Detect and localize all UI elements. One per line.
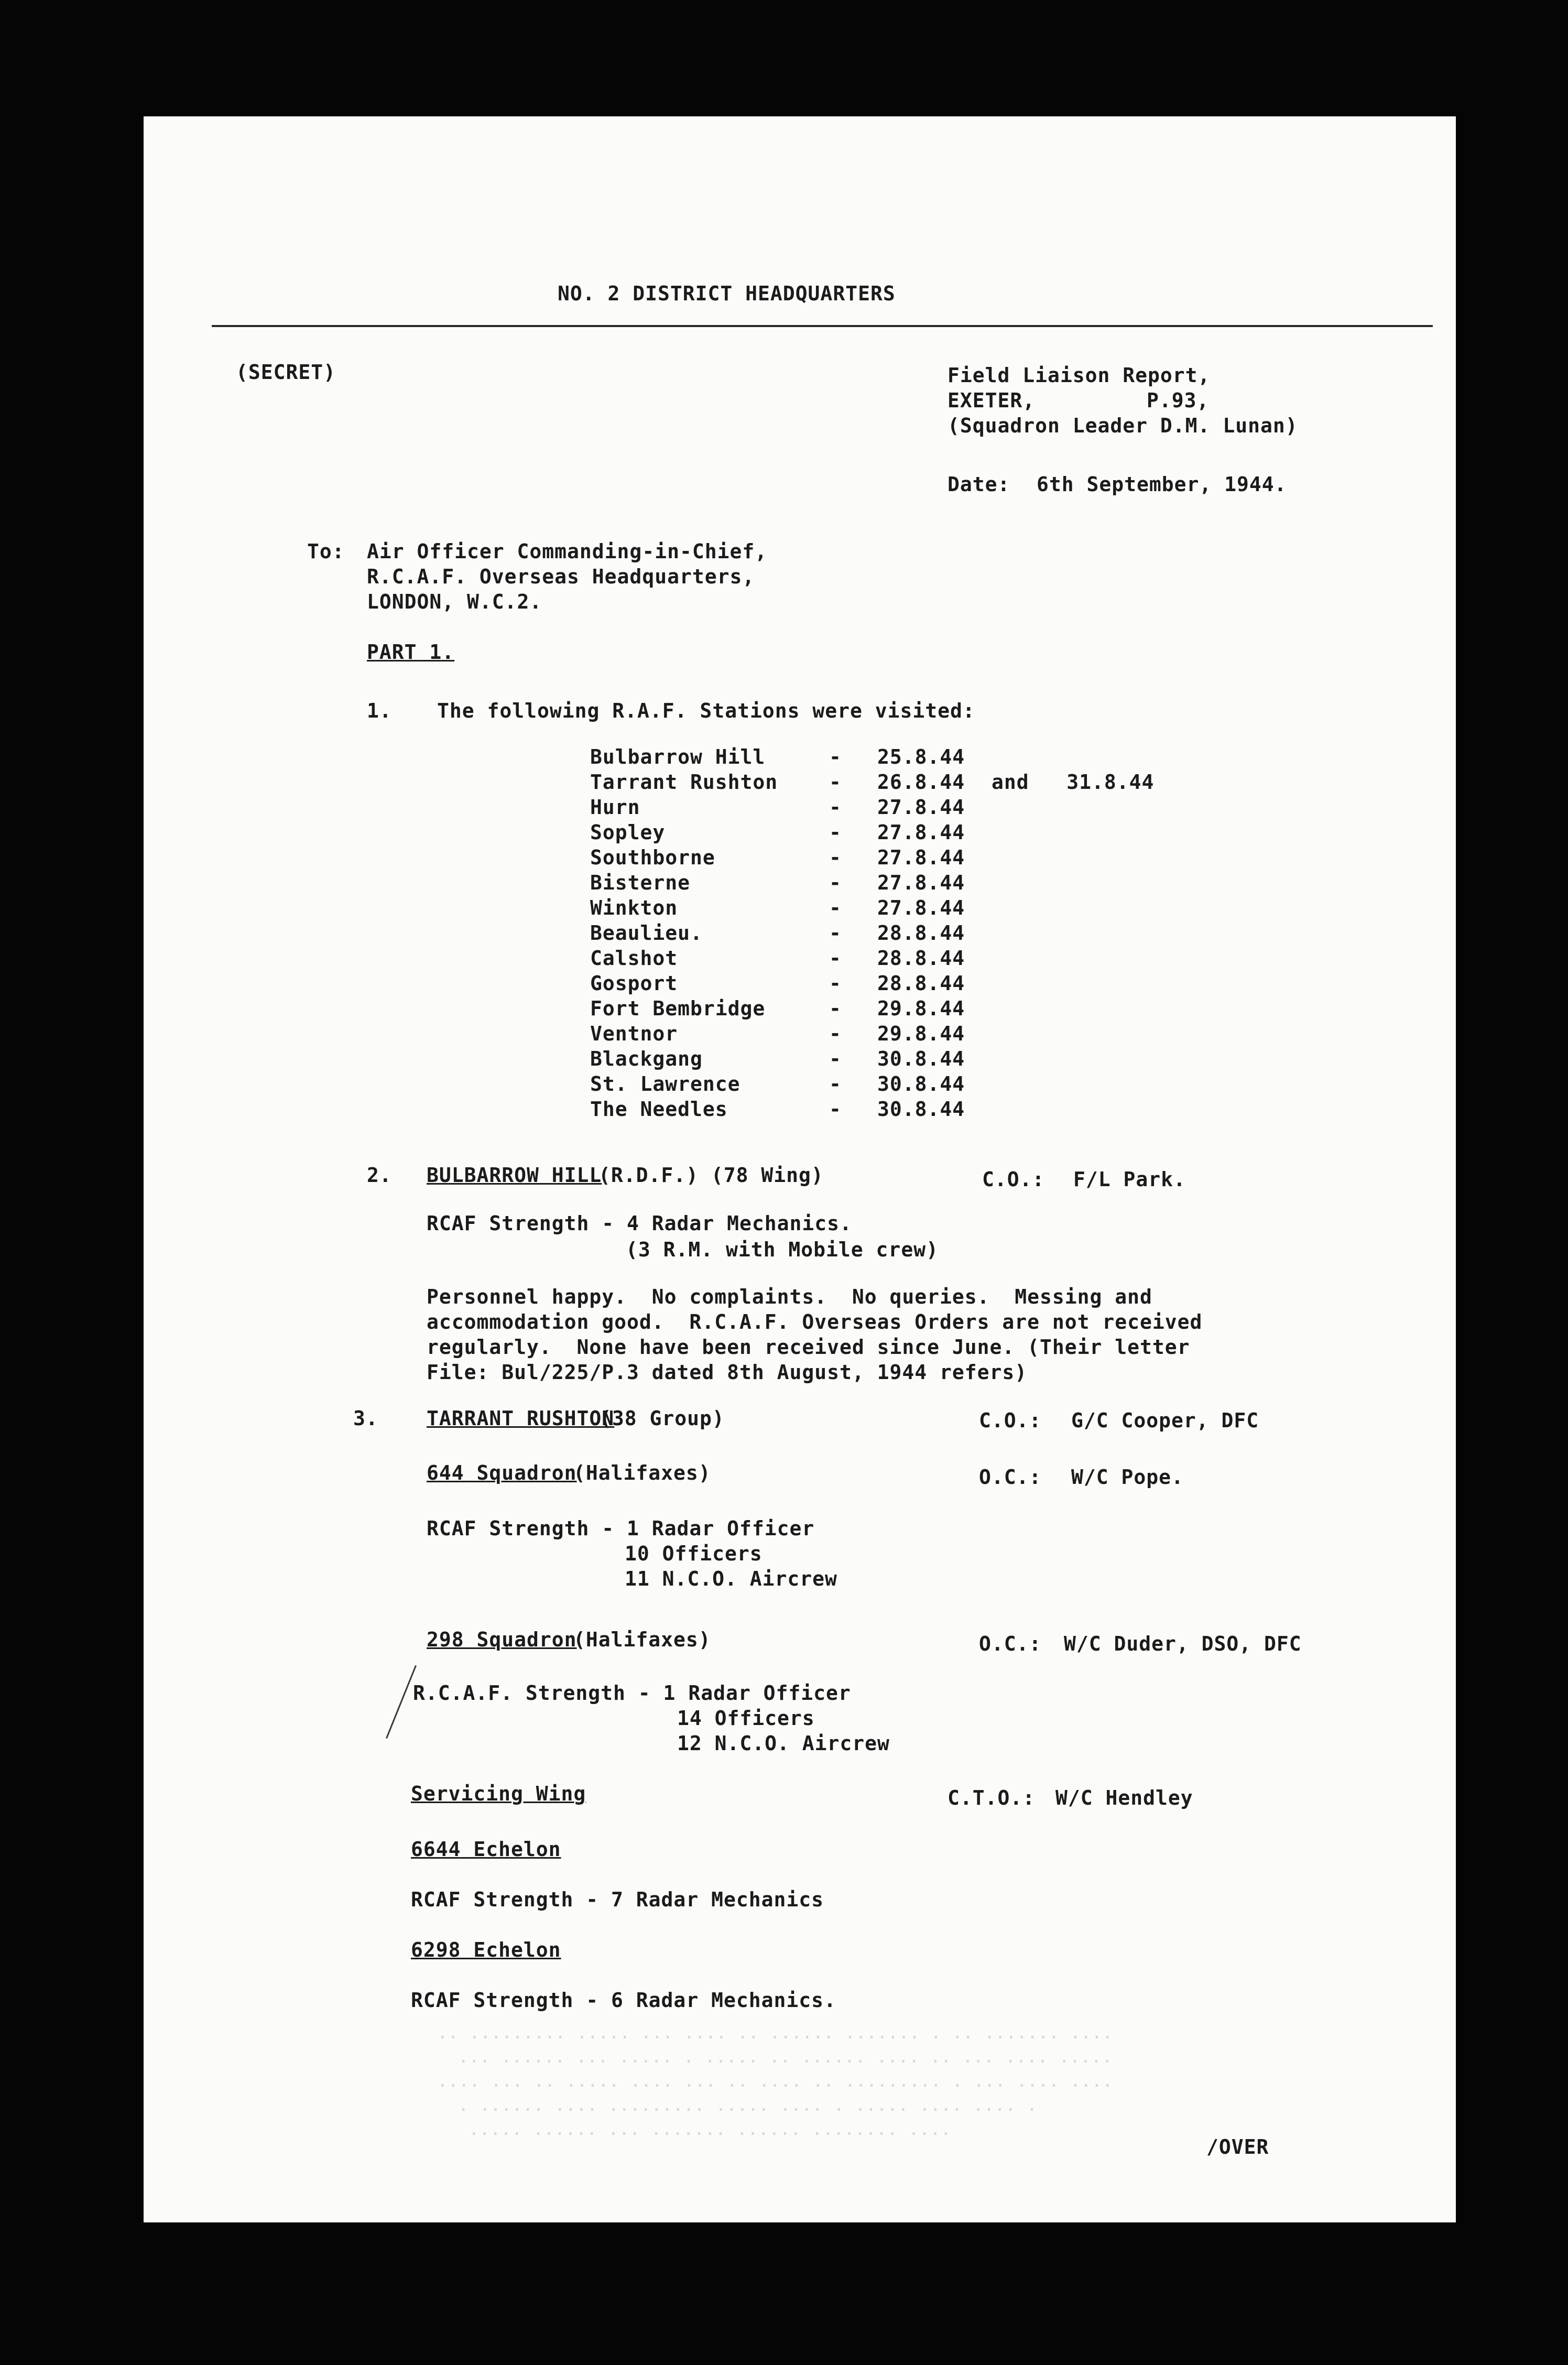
- station-name: The Needles: [590, 1098, 728, 1121]
- station-date: 30.8.44: [877, 1047, 965, 1070]
- station-dash: -: [829, 997, 842, 1020]
- item-2-para-line: File: Bul/225/P.3 dated 8th August, 1944 refers): [427, 1361, 1028, 1384]
- item-2-co-label: C.O.:: [982, 1168, 1045, 1191]
- station-date: 30.8.44: [877, 1098, 965, 1121]
- to-line-1: Air Officer Commanding-in-Chief,: [367, 540, 768, 563]
- station-extra: and 31.8.44: [992, 771, 1155, 794]
- echelon-6644-heading: 6644 Echelon: [411, 1838, 561, 1861]
- squadron-644: 644 Squadron: [427, 1461, 577, 1484]
- date-label: Date:: [948, 473, 1010, 496]
- station-dash: -: [829, 1047, 842, 1070]
- station-dash: -: [829, 846, 842, 869]
- station-date: 29.8.44: [877, 1022, 965, 1045]
- station-date: 28.8.44: [877, 972, 965, 995]
- station-name: Bulbarrow Hill: [590, 745, 766, 768]
- item-2-co-value: F/L Park.: [1073, 1168, 1186, 1191]
- show-through-text: .... ... .. ..... .... ... .. .... .. ......... . ... .... ....: [437, 2070, 1113, 2091]
- squadron-644-strength: 10 Officers: [625, 1542, 763, 1565]
- item-2-strength: RCAF Strength - 4 Radar Mechanics.: [427, 1212, 852, 1235]
- item-2-station: BULBARROW HILL: [427, 1164, 602, 1187]
- station-name: Sopley: [590, 821, 666, 844]
- station-name: St. Lawrence: [590, 1072, 741, 1095]
- show-through-text: ... ...... ... ..... . ..... .. ...... .... .. ... .... .....: [458, 2046, 1113, 2067]
- item-2-para-line: accommodation good. R.C.A.F. Overseas Orders are not received: [427, 1310, 1203, 1333]
- station-name: Blackgang: [590, 1047, 703, 1070]
- station-dash: -: [829, 745, 842, 768]
- over-marker: /OVER: [1206, 2135, 1269, 2158]
- date-value: 6th September, 1944.: [1037, 473, 1287, 496]
- station-date: 30.8.44: [877, 1072, 965, 1095]
- cto-value: W/C Hendley: [1055, 1786, 1193, 1809]
- station-dash: -: [829, 921, 842, 945]
- echelon-6298-strength: RCAF Strength - 6 Radar Mechanics.: [411, 1989, 836, 2012]
- item-3-station: TARRANT RUSHTON: [427, 1407, 615, 1430]
- station-name: Winkton: [590, 896, 678, 919]
- item-1-number: 1.: [367, 699, 392, 722]
- item-2-number: 2.: [367, 1164, 392, 1187]
- report-author: (Squadron Leader D.M. Lunan): [948, 414, 1298, 437]
- report-page-ref: P.93,: [1147, 389, 1210, 412]
- title-divider: [212, 325, 1433, 327]
- echelon-6644-strength: RCAF Strength - 7 Radar Mechanics: [411, 1888, 824, 1911]
- station-name: Hurn: [590, 796, 640, 819]
- squadron-644-oc-label: O.C.:: [979, 1466, 1042, 1489]
- station-dash: -: [829, 972, 842, 995]
- station-name: Tarrant Rushton: [590, 771, 778, 794]
- to-line-3: LONDON, W.C.2.: [367, 590, 542, 613]
- squadron-298-suffix: (Halifaxes): [573, 1628, 711, 1651]
- item-2-station-suffix: (R.D.F.) (78 Wing): [598, 1164, 824, 1187]
- report-location: EXETER,: [948, 389, 1036, 412]
- station-dash: -: [829, 1098, 842, 1121]
- squadron-298-strength: 14 Officers: [677, 1707, 815, 1730]
- station-name: Fort Bembridge: [590, 997, 766, 1020]
- to-line-2: R.C.A.F. Overseas Headquarters,: [367, 565, 755, 588]
- item-3-number: 3.: [353, 1407, 378, 1430]
- cto-label: C.T.O.:: [948, 1786, 1036, 1809]
- station-dash: -: [829, 796, 842, 819]
- echelon-6298-heading: 6298 Echelon: [411, 1938, 561, 1961]
- station-dash: -: [829, 1072, 842, 1095]
- stray-mark: [386, 1665, 417, 1739]
- station-date: 25.8.44: [877, 745, 965, 768]
- station-dash: -: [829, 821, 842, 844]
- station-date: 26.8.44: [877, 771, 965, 794]
- station-dash: -: [829, 896, 842, 919]
- station-name: Bisterne: [590, 871, 691, 894]
- item-2-para-line: Personnel happy. No complaints. No queries. Messing and: [427, 1285, 1152, 1308]
- document-page: [144, 116, 1456, 2222]
- station-name: Gosport: [590, 972, 678, 995]
- squadron-298-oc-value: W/C Duder, DSO, DFC: [1064, 1632, 1302, 1655]
- document-title: NO. 2 DISTRICT HEADQUARTERS: [558, 282, 896, 305]
- station-date: 28.8.44: [877, 921, 965, 945]
- station-date: 27.8.44: [877, 796, 965, 819]
- station-dash: -: [829, 771, 842, 794]
- item-2-strength-note: (3 R.M. with Mobile crew): [626, 1238, 939, 1261]
- part-heading: PART 1.: [367, 641, 455, 664]
- show-through-text: .. ......... ..... ... .... .. ...... ....... . .. ....... ....: [437, 2022, 1113, 2043]
- station-date: 27.8.44: [877, 846, 965, 869]
- item-3-station-suffix: (38 Group): [600, 1407, 725, 1430]
- station-name: Calshot: [590, 947, 678, 970]
- squadron-298-oc-label: O.C.:: [979, 1632, 1042, 1655]
- item-3-co-label: C.O.:: [979, 1409, 1042, 1432]
- item-1-text: The following R.A.F. Stations were visited:: [437, 699, 975, 722]
- station-name: Beaulieu.: [590, 921, 703, 945]
- classification-label: (SECRET): [236, 361, 336, 384]
- report-title: Field Liaison Report,: [948, 364, 1211, 387]
- station-name: Ventnor: [590, 1022, 678, 1045]
- station-date: 28.8.44: [877, 947, 965, 970]
- show-through-text: ..... ...... ... ....... ...... ........ ....: [469, 2119, 952, 2140]
- squadron-644-strength: RCAF Strength - 1 Radar Officer: [427, 1517, 815, 1540]
- station-date: 29.8.44: [877, 997, 965, 1020]
- servicing-wing-heading: Servicing Wing: [411, 1782, 586, 1805]
- item-3-co-value: G/C Cooper, DFC: [1071, 1409, 1259, 1432]
- squadron-298: 298 Squadron: [427, 1628, 577, 1651]
- item-2-para-line: regularly. None have been received since June. (Their letter: [427, 1336, 1190, 1359]
- station-dash: -: [829, 871, 842, 894]
- squadron-298-strength: R.C.A.F. Strength - 1 Radar Officer: [413, 1681, 851, 1705]
- station-date: 27.8.44: [877, 821, 965, 844]
- show-through-text: . ...... .... ......... ..... .... . ..... .... .... .: [458, 2095, 1038, 2116]
- squadron-644-strength: 11 N.C.O. Aircrew: [625, 1567, 837, 1590]
- to-label: To:: [307, 540, 345, 563]
- station-dash: -: [829, 947, 842, 970]
- station-name: Southborne: [590, 846, 715, 869]
- station-date: 27.8.44: [877, 871, 965, 894]
- squadron-644-oc-value: W/C Pope.: [1071, 1466, 1184, 1489]
- station-dash: -: [829, 1022, 842, 1045]
- squadron-298-strength: 12 N.C.O. Aircrew: [677, 1732, 890, 1755]
- station-date: 27.8.44: [877, 896, 965, 919]
- squadron-644-suffix: (Halifaxes): [573, 1461, 711, 1484]
